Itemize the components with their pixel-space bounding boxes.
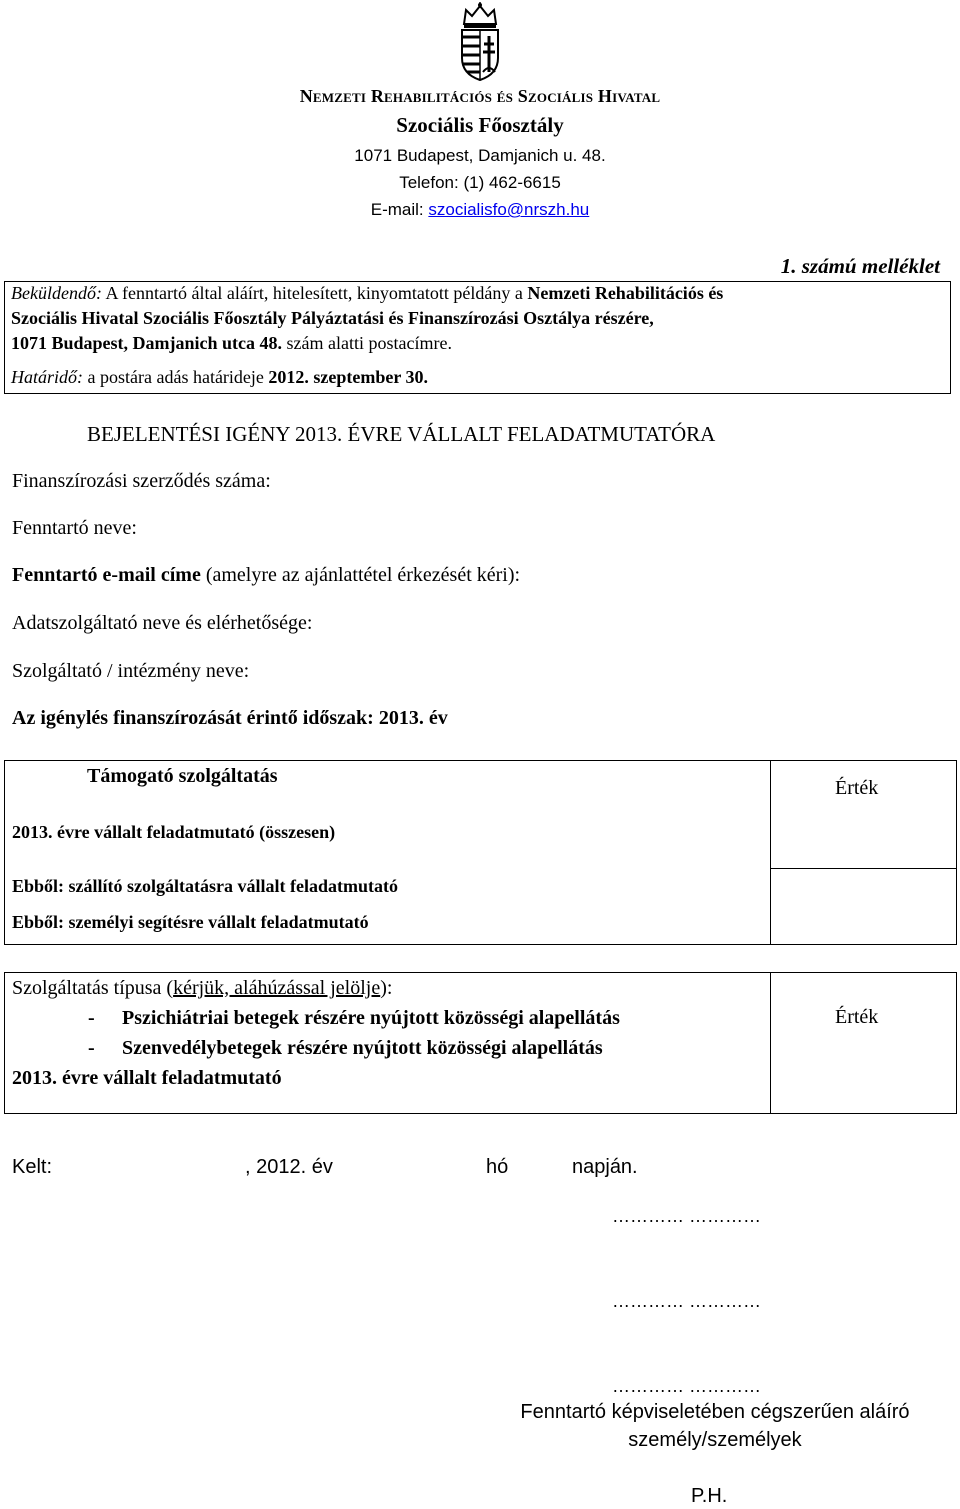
data-provider-label: Adatszolgáltató neve és elérhetősége:: [12, 612, 313, 634]
coat-of-arms-logo: [456, 2, 504, 82]
postal-address-rest: szám alatti postacímre.: [282, 333, 452, 353]
deadline-text: a postára adás határideje: [83, 367, 269, 387]
signer-line-2: személy/személyek: [628, 1429, 802, 1451]
form-title: BEJELENTÉSI IGÉNY 2013. ÉVRE VÁLLALT FELADATMUTATÓRA: [87, 422, 716, 446]
postal-address: 1071 Budapest, Damjanich utca 48.: [11, 333, 283, 353]
signature-dots-2: ………… …………: [612, 1291, 762, 1311]
service-type-end: ):: [380, 977, 393, 999]
email-line: [0, 200, 960, 220]
notice-deadline: [11, 367, 428, 388]
date-year: , 2012. év: [245, 1156, 333, 1178]
table1-row-transport: Ebből: szállító szolgáltatásra vállalt feladatmutató: [12, 876, 398, 896]
service-type-label: [12, 977, 392, 1000]
operator-email-rest: (amelyre az ajánlattétel érkezését kéri):: [200, 564, 521, 586]
operator-email-label: [12, 564, 520, 587]
table2-header-value: Érték: [835, 1006, 879, 1028]
table1-value-sub[interactable]: [772, 870, 955, 943]
operator-name-label: Fenntartó neve:: [12, 517, 137, 539]
date-day: napján.: [572, 1156, 638, 1178]
submit-recipient: Nemzeti Rehabilitációs és: [527, 283, 724, 303]
department-name: Szociális Főosztály: [396, 113, 564, 137]
provider-name-label: Szolgáltató / intézmény neve:: [12, 660, 250, 682]
operator-email-bold: Fenntartó e-mail címe: [12, 564, 201, 586]
notice-line-3: [11, 333, 452, 354]
signature-dots-3: ………… …………: [612, 1376, 762, 1396]
signature-dots-1: ………… …………: [612, 1206, 762, 1226]
email-link[interactable]: szocialisfo@nrszh.hu: [428, 200, 590, 219]
annex-label: 1. számú melléklet: [780, 254, 940, 278]
table2-committed-label: 2013. évre vállalt feladatmutató: [12, 1067, 282, 1089]
deadline-label: Határidő:: [11, 367, 83, 387]
notice-line-1: [11, 283, 723, 304]
contract-number-label: Finanszírozási szerződés száma:: [12, 470, 271, 492]
table1-divider: [770, 760, 771, 945]
submit-text: A fenntartó által aláírt, hitelesített, kinyomtatott példány a: [101, 283, 528, 303]
bullet-dash: -: [88, 1007, 95, 1029]
table1-header-service: Támogató szolgáltatás: [87, 765, 278, 787]
period-label: Az igénylés finanszírozását érintő időszak: 2013. év: [12, 707, 448, 729]
org-name: Nemzeti Rehabilitációs és Szociális Hivatal: [299, 86, 661, 106]
signer-line-1: Fenntartó képviseletében cégszerűen aláíró: [520, 1401, 910, 1423]
kelt-label: Kelt:: [12, 1156, 53, 1178]
table1-row-total: 2013. évre vállalt feladatmutató (összesen): [12, 822, 336, 842]
service-option-psychiatric[interactable]: [88, 1007, 620, 1030]
phone: Telefon: (1) 462-6615: [399, 173, 561, 192]
service-option-psychiatric-label: Pszichiátriai betegek részére nyújtott közösségi alapellátás: [122, 1007, 620, 1029]
table1-row-personal: Ebből: személyi segítésre vállalt feladatmutató: [12, 912, 369, 932]
service-option-addiction-label: Szenvedélybetegek részére nyújtott közösségi alapellátás: [122, 1037, 603, 1059]
date-month: hó: [486, 1156, 509, 1178]
service-option-addiction[interactable]: [88, 1037, 603, 1060]
table1-row-line: [770, 868, 957, 869]
table1-value-total[interactable]: [772, 800, 955, 866]
table1-header-value: Érték: [835, 777, 879, 799]
service-type-instruction: kérjük, aláhúzással jelölje: [173, 977, 381, 999]
notice-line-2: Szociális Hivatal Szociális Főosztály Pályáztatási és Finanszírozási Osztálya részére,: [11, 308, 654, 328]
deadline-date: 2012. szeptember 30.: [268, 367, 429, 387]
address: 1071 Budapest, Damjanich u. 48.: [354, 146, 606, 165]
stamp-label: P.H.: [691, 1485, 728, 1507]
table2-divider: [770, 972, 771, 1114]
service-type-text: Szolgáltatás típusa (: [12, 977, 174, 999]
email-label: E-mail:: [370, 200, 424, 219]
submit-label: Beküldendő:: [11, 283, 102, 303]
bullet-dash: -: [88, 1037, 95, 1059]
